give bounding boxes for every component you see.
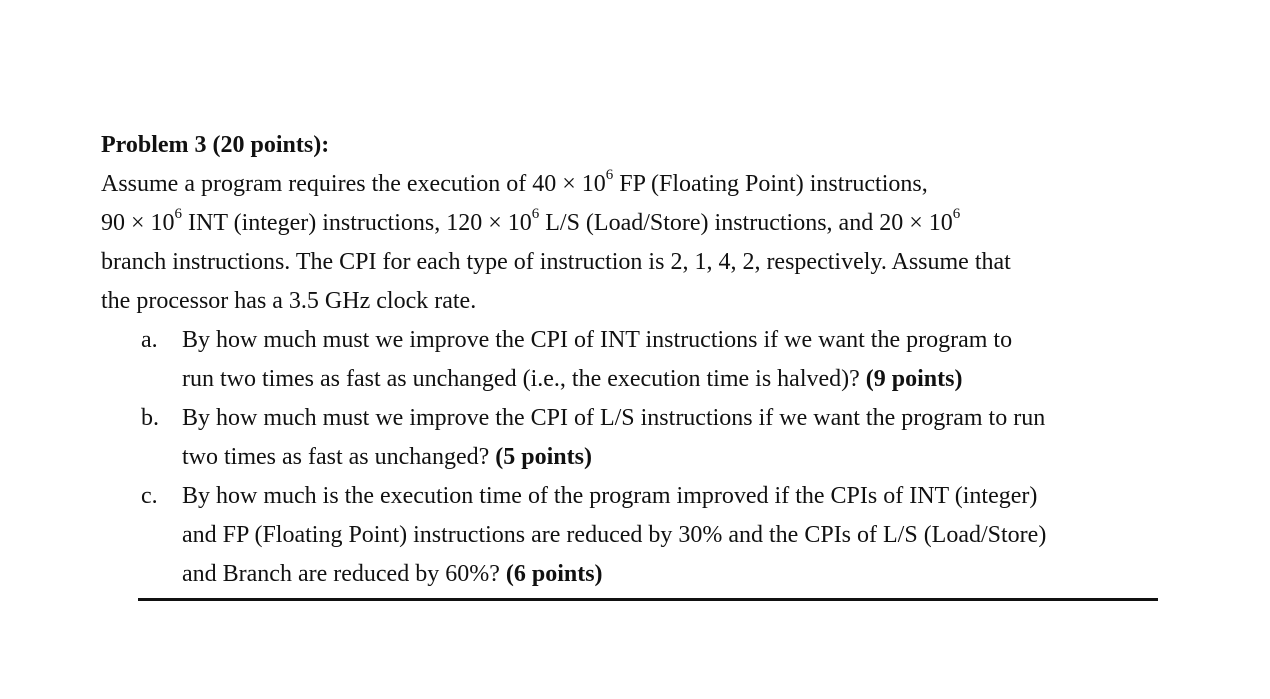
question-line: By how much is the execution time of the program improved if the CPIs of INT (integer) (182, 483, 1038, 509)
question-line: By how much must we improve the CPI of L/S instructions if we want the program to run (182, 405, 1046, 431)
question-c (101, 477, 1161, 594)
question-marker: a. (141, 327, 158, 353)
question-line (182, 360, 1161, 399)
question-text: run two times as fast as unchanged (i.e., the execution time is halved)? (182, 366, 866, 392)
question-line (182, 555, 1161, 594)
intro-text: L/S (Load/Store) instructions, and 20 × 10 (539, 210, 953, 236)
question-marker: b. (141, 405, 159, 431)
problem-intro (101, 165, 1161, 321)
points-label: (6 points) (505, 561, 603, 587)
question-text: and Branch are reduced by 60%? (182, 561, 506, 587)
question-list (101, 321, 1161, 594)
intro-line-1 (101, 165, 1161, 204)
exponent: 6 (952, 206, 961, 222)
exponent: 6 (605, 167, 614, 183)
intro-text: INT (integer) instructions, 120 × 10 (182, 210, 532, 236)
exponent: 6 (174, 206, 183, 222)
points-label: (5 points) (495, 444, 592, 470)
points-label: (9 points) (865, 366, 963, 392)
question-marker: c. (141, 483, 158, 509)
intro-line-4: the processor has a 3.5 GHz clock rate. (101, 288, 477, 314)
exponent: 6 (531, 206, 540, 222)
question-a (101, 321, 1161, 399)
intro-line-3: branch instructions. The CPI for each type of instruction is 2, 1, 4, 2, respectively. Assume that (101, 249, 1011, 275)
question-line: By how much must we improve the CPI of INT instructions if we want the program to (182, 327, 1013, 353)
question-line (182, 438, 1161, 477)
question-b (101, 399, 1161, 477)
intro-text: Assume a program requires the execution of 40 × 10 (101, 171, 606, 197)
question-text: two times as fast as unchanged? (182, 444, 496, 470)
intro-text: FP (Floating Point) instructions, (613, 171, 928, 197)
question-line: and FP (Floating Point) instructions are reduced by 30% and the CPIs of L/S (Load/Store) (182, 522, 1047, 548)
problem-document (101, 126, 1161, 594)
intro-text: 90 × 10 (101, 210, 175, 236)
problem-title: Problem 3 (20 points): (101, 132, 330, 158)
horizontal-divider (138, 598, 1158, 601)
intro-line-2 (101, 204, 1161, 243)
